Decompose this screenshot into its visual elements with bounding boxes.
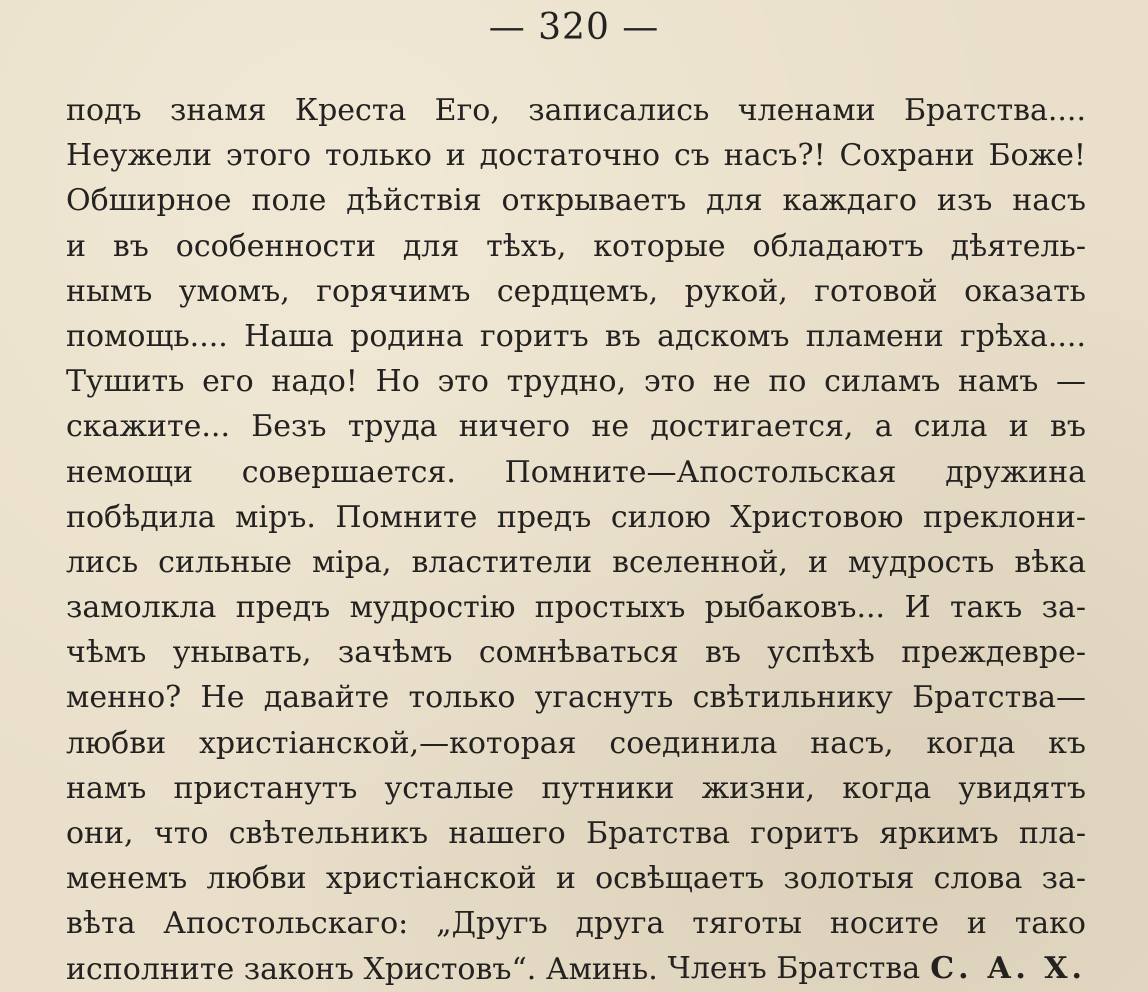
text-line: любви христіанской,—которая соединила насъ, когда къ: [66, 725, 1086, 761]
signature-initials: С. А. Х.: [930, 951, 1086, 986]
text-line: скажите... Безъ труда ничего не достигается, а сила и въ: [66, 409, 1086, 445]
signature-title: Членъ Братства: [667, 951, 921, 986]
text-line: намъ пристанутъ усталые путники жизни, когда увидятъ: [66, 770, 1086, 806]
text-line: менемъ любви христіанской и освѣщаетъ золотыя слова за-: [66, 861, 1086, 897]
text-line: немощи совершается. Помните—Апостольская дружина: [66, 454, 1086, 490]
text-line-final: исполните законъ Христовъ“. Аминь.: [66, 951, 658, 987]
text-line: помощь.... Наша родина горитъ въ адскомъ пламени грѣха....: [66, 318, 1086, 354]
text-line: лись сильные міра, властители вселенной, и мудрость вѣка: [66, 544, 1086, 580]
text-line: нымъ умомъ, горячимъ сердцемъ, рукой, готовой оказать: [66, 273, 1086, 309]
text-line: Тушить его надо! Но это трудно, это не по силамъ намъ —: [66, 364, 1086, 400]
text-line: побѣдила міръ. Помните предъ силою Христовою преклони-: [66, 499, 1086, 535]
signature: [668, 946, 1086, 992]
text-line: вѣта Апостольскаго: „Другъ друга тяготы носите и тако: [66, 906, 1086, 942]
text-line: подъ знамя Креста Его, записались членами Братства....: [66, 93, 1086, 128]
text-line: они, что свѣтельникъ нашего Братства горитъ яркимъ пла-: [66, 816, 1086, 851]
text-line: менно? Не давайте только угаснуть свѣтильнику Братства—: [66, 680, 1086, 716]
text-line: Неужели этого только и достаточно съ насъ?! Сохрани Боже!: [66, 138, 1086, 174]
text-line: и въ особенности для тѣхъ, которые обладаютъ дѣятель-: [66, 228, 1086, 264]
text-line: замолкла предъ мудростію простыхъ рыбаковъ... И такъ за-: [66, 590, 1086, 626]
text-line: Обширное поле дѣйствія открываетъ для каждаго изъ насъ: [66, 183, 1086, 219]
text-line: чѣмъ унывать, зачѣмъ сомнѣваться въ успѣхѣ преждевре-: [66, 635, 1086, 671]
body-text: [66, 88, 1086, 992]
page-number: — 320 —: [488, 7, 660, 48]
